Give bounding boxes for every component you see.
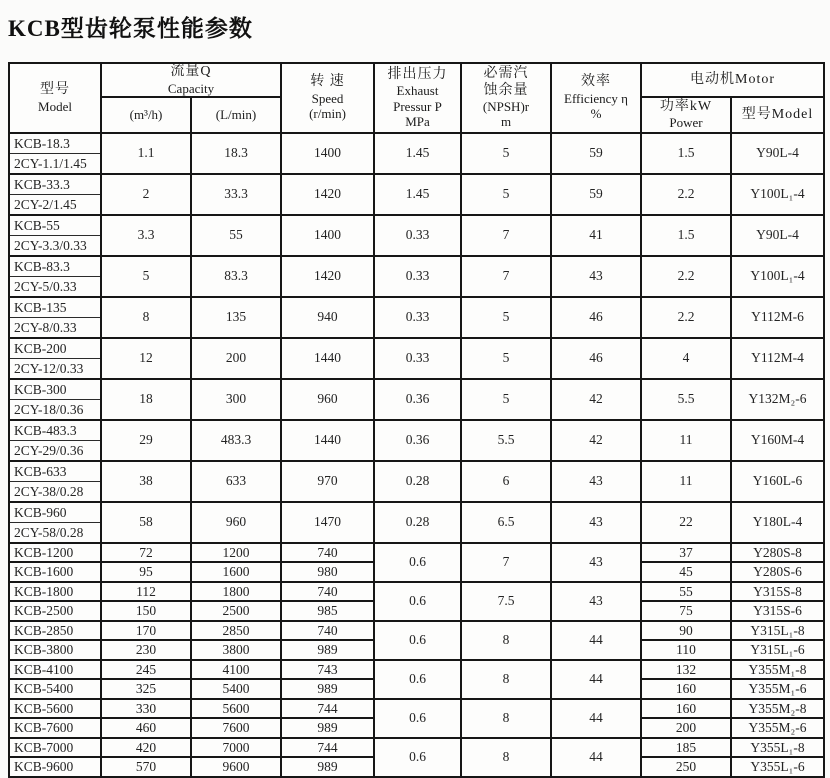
col-header-pressure-en1: Exhaust [396,83,439,99]
cell-pressure: 0.6 [374,582,461,621]
cell-speed: 960 [281,379,374,420]
cell-pressure: 0.28 [374,461,461,502]
cell-motor-power: 250 [641,757,731,777]
cell-capacity-lmin: 960 [191,502,281,543]
col-header-motor-model-label: 型号Model [741,107,814,123]
table-row [9,133,824,174]
cell-capacity-m3h: 570 [101,757,191,777]
cell-capacity-m3h: 330 [101,699,191,719]
cell-motor-power: 11 [641,420,731,461]
cell-motor-power: 75 [641,601,731,621]
cell-capacity-m3h: 29 [101,420,191,461]
cell-npsh: 8 [461,621,551,660]
cell-speed: 744 [281,738,374,758]
cell-npsh: 7 [461,215,551,256]
cell-motor-model: Y180L-4 [731,502,824,543]
cell-speed: 985 [281,601,374,621]
cell-npsh: 5 [461,133,551,174]
cell-motor-model: Y315S-6 [731,601,824,621]
cell-capacity-lmin: 1600 [191,562,281,582]
cell-npsh: 7.5 [461,582,551,621]
cell-speed: 1420 [281,174,374,215]
cell-motor-model: Y90L-4 [731,133,824,174]
cell-motor-power: 37 [641,543,731,563]
cell-efficiency: 44 [551,699,641,738]
cell-speed: 744 [281,699,374,719]
cell-capacity-m3h: 150 [101,601,191,621]
cell-capacity-m3h: 1.1 [101,133,191,174]
col-header-npsh-zh1: 必需汽 [483,66,529,82]
table-row [9,379,824,420]
cell-pressure: 0.6 [374,660,461,699]
cell-motor-model: Y315L₁-8 [731,621,824,641]
cell-speed: 740 [281,621,374,641]
cell-efficiency: 59 [551,133,641,174]
model-kcb: KCB-83.3 [10,257,100,277]
cell-speed: 743 [281,660,374,680]
cell-npsh: 5 [461,297,551,338]
cell-motor-power: 22 [641,502,731,543]
cell-capacity-lmin: 2850 [191,621,281,641]
cell-speed: 1440 [281,420,374,461]
cell-pressure: 0.6 [374,738,461,777]
table-body [9,133,824,777]
cell-model [9,256,101,297]
model-kcb: KCB-200 [10,339,100,359]
table-row [9,461,824,502]
cell-motor-model: Y355L₁-8 [731,738,824,758]
cell-efficiency: 46 [551,297,641,338]
cell-capacity-m3h: 58 [101,502,191,543]
cell-motor-model: Y280S-6 [731,562,824,582]
cell-efficiency: 43 [551,543,641,582]
cell-capacity-lmin: 300 [191,379,281,420]
cell-capacity-m3h: 460 [101,718,191,738]
cell-pressure: 0.28 [374,502,461,543]
cell-motor-power: 200 [641,718,731,738]
col-header-lmin [191,97,281,133]
cell-motor-power: 2.2 [641,297,731,338]
col-header-npsh-en: (NPSH)r [482,99,530,115]
cell-capacity-lmin: 7600 [191,718,281,738]
table-row [9,543,824,563]
cell-efficiency: 46 [551,338,641,379]
model-kcb: KCB-633 [10,462,100,482]
col-header-pressure-unit: MPa [405,113,430,129]
table-row [9,660,824,680]
cell-capacity-lmin: 7000 [191,738,281,758]
cell-pressure: 0.6 [374,543,461,582]
cell-motor-power: 5.5 [641,379,731,420]
col-header-motor-label: 电动机Motor [690,72,775,88]
model-2cy: 2CY-3.3/0.33 [14,237,87,253]
cell-efficiency: 43 [551,461,641,502]
cell-model: KCB-9600 [9,757,101,777]
col-header-motor-model [731,97,824,133]
cell-efficiency: 42 [551,379,641,420]
col-header-motor-power [641,97,731,133]
cell-capacity-lmin: 9600 [191,757,281,777]
cell-capacity-m3h: 2 [101,174,191,215]
cell-efficiency: 43 [551,256,641,297]
cell-speed: 989 [281,679,374,699]
cell-model: KCB-1800 [9,582,101,602]
cell-motor-power: 132 [641,660,731,680]
cell-motor-power: 1.5 [641,133,731,174]
cell-pressure: 0.36 [374,379,461,420]
cell-motor-model: Y315S-8 [731,582,824,602]
cell-motor-power: 2.2 [641,256,731,297]
cell-motor-model: Y355M₁-8 [731,660,824,680]
cell-pressure: 0.6 [374,699,461,738]
cell-motor-power: 160 [641,679,731,699]
model-2cy: 2CY-12/0.33 [14,360,84,376]
model-kcb: KCB-135 [10,298,100,318]
table-row [9,420,824,461]
table-row [9,297,824,338]
cell-model [9,215,101,256]
model-2cy: 2CY-18/0.36 [14,401,84,417]
cell-efficiency: 43 [551,502,641,543]
cell-motor-model: Y355M₂-6 [731,718,824,738]
cell-motor-model: Y90L-4 [731,215,824,256]
cell-speed: 1400 [281,133,374,174]
cell-npsh: 5.5 [461,420,551,461]
col-header-pressure-zh: 排出压力 [387,66,448,82]
col-header-motor [641,63,824,97]
cell-npsh: 8 [461,660,551,699]
col-header-efficiency-zh: 效率 [581,74,611,90]
cell-efficiency: 44 [551,738,641,777]
col-header-efficiency [551,63,641,133]
cell-npsh: 5 [461,338,551,379]
col-header-pressure-en2: Pressur P [393,98,442,114]
model-kcb: KCB-483.3 [10,421,100,441]
col-header-capacity [101,63,281,97]
cell-pressure: 1.45 [374,174,461,215]
cell-capacity-lmin: 1800 [191,582,281,602]
cell-motor-power: 45 [641,562,731,582]
model-2cy: 2CY-2/1.45 [14,196,77,212]
cell-motor-power: 11 [641,461,731,502]
cell-capacity-lmin: 2500 [191,601,281,621]
model-2cy: 2CY-38/0.28 [14,483,84,499]
cell-pressure: 0.33 [374,297,461,338]
col-header-npsh [461,63,551,133]
cell-npsh: 5 [461,174,551,215]
model-2cy: 2CY-29/0.36 [14,442,84,458]
model-kcb: KCB-300 [10,380,100,400]
model-kcb: KCB-33.3 [10,175,100,195]
cell-capacity-lmin: 18.3 [191,133,281,174]
cell-npsh: 6.5 [461,502,551,543]
cell-capacity-m3h: 12 [101,338,191,379]
cell-pressure: 0.36 [374,420,461,461]
table-row [9,621,824,641]
col-header-npsh-unit: m [500,114,512,130]
cell-motor-model: Y315L₁-6 [731,640,824,660]
cell-motor-model: Y100L₁-4 [731,174,824,215]
model-2cy: 2CY-1.1/1.45 [14,155,87,171]
cell-motor-power: 4 [641,338,731,379]
cell-model [9,338,101,379]
model-kcb: KCB-18.3 [10,134,100,154]
cell-motor-power: 185 [641,738,731,758]
cell-capacity-lmin: 55 [191,215,281,256]
col-header-model-en: Model [38,98,72,114]
cell-capacity-lmin: 483.3 [191,420,281,461]
cell-model: KCB-5600 [9,699,101,719]
cell-npsh: 8 [461,738,551,777]
cell-speed: 940 [281,297,374,338]
cell-capacity-lmin: 33.3 [191,174,281,215]
cell-capacity-lmin: 5600 [191,699,281,719]
cell-model: KCB-4100 [9,660,101,680]
cell-model: KCB-5400 [9,679,101,699]
col-header-motor-power-en: Power [669,115,703,131]
cell-motor-model: Y280S-8 [731,543,824,563]
model-2cy: 2CY-5/0.33 [14,278,77,294]
cell-capacity-lmin: 200 [191,338,281,379]
table-row [9,256,824,297]
cell-capacity-m3h: 420 [101,738,191,758]
cell-model [9,379,101,420]
col-header-pressure [374,63,461,133]
cell-speed: 1400 [281,215,374,256]
cell-pressure: 0.33 [374,338,461,379]
table-row [9,738,824,758]
cell-motor-model: Y355M₁-6 [731,679,824,699]
cell-capacity-m3h: 3.3 [101,215,191,256]
cell-model: KCB-7600 [9,718,101,738]
cell-pressure: 1.45 [374,133,461,174]
cell-capacity-m3h: 5 [101,256,191,297]
cell-motor-model: Y160L-6 [731,461,824,502]
table-row [9,502,824,543]
cell-motor-model: Y132M₂-6 [731,379,824,420]
cell-model: KCB-2500 [9,601,101,621]
cell-motor-model: Y160M-4 [731,420,824,461]
cell-capacity-m3h: 95 [101,562,191,582]
table-row [9,174,824,215]
col-header-speed-unit: (r/min) [309,106,346,122]
col-header-capacity-en: Capacity [167,80,215,96]
cell-speed: 970 [281,461,374,502]
cell-efficiency: 41 [551,215,641,256]
cell-speed: 740 [281,582,374,602]
col-header-m3h [101,97,191,133]
cell-speed: 980 [281,562,374,582]
cell-npsh: 7 [461,256,551,297]
cell-speed: 1470 [281,502,374,543]
cell-motor-power: 2.2 [641,174,731,215]
cell-motor-model: Y112M-6 [731,297,824,338]
cell-speed: 1420 [281,256,374,297]
cell-capacity-m3h: 325 [101,679,191,699]
pump-performance-table [8,62,825,778]
col-header-motor-power-zh: 功率kW [659,98,713,114]
cell-capacity-m3h: 230 [101,640,191,660]
table-row [9,582,824,602]
col-header-model-zh: 型号 [40,82,70,97]
cell-speed: 989 [281,757,374,777]
cell-efficiency: 44 [551,621,641,660]
cell-motor-power: 55 [641,582,731,602]
col-header-efficiency-en: Efficiency η [564,90,628,106]
cell-efficiency: 59 [551,174,641,215]
cell-speed: 1440 [281,338,374,379]
table-row [9,338,824,379]
cell-model: KCB-2850 [9,621,101,641]
model-kcb: KCB-55 [10,216,100,236]
col-header-speed [281,63,374,133]
cell-speed: 989 [281,718,374,738]
cell-motor-power: 110 [641,640,731,660]
cell-pressure: 0.6 [374,621,461,660]
cell-capacity-m3h: 8 [101,297,191,338]
cell-npsh: 5 [461,379,551,420]
model-kcb: KCB-960 [10,503,100,523]
cell-pressure: 0.33 [374,215,461,256]
cell-npsh: 6 [461,461,551,502]
table-row [9,215,824,256]
cell-capacity-lmin: 4100 [191,660,281,680]
col-header-capacity-zh: 流量Q [170,64,212,79]
cell-capacity-m3h: 72 [101,543,191,563]
cell-capacity-lmin: 5400 [191,679,281,699]
cell-npsh: 8 [461,699,551,738]
cell-motor-power: 160 [641,699,731,719]
cell-capacity-lmin: 135 [191,297,281,338]
cell-model [9,174,101,215]
cell-model: KCB-3800 [9,640,101,660]
cell-motor-power: 90 [641,621,731,641]
cell-capacity-lmin: 1200 [191,543,281,563]
cell-capacity-m3h: 170 [101,621,191,641]
col-header-lmin-label: (L/min) [215,106,257,122]
col-header-efficiency-unit: % [590,106,602,122]
col-header-npsh-zh2: 蚀余量 [483,82,529,98]
cell-speed: 740 [281,543,374,563]
cell-capacity-m3h: 112 [101,582,191,602]
cell-capacity-m3h: 18 [101,379,191,420]
cell-model [9,502,101,543]
cell-model [9,297,101,338]
cell-capacity-m3h: 38 [101,461,191,502]
cell-model: KCB-1600 [9,562,101,582]
cell-motor-model: Y112M-4 [731,338,824,379]
col-header-speed-en: Speed [311,90,344,106]
cell-capacity-m3h: 245 [101,660,191,680]
cell-motor-model: Y100L₁-4 [731,256,824,297]
cell-efficiency: 43 [551,582,641,621]
cell-capacity-lmin: 3800 [191,640,281,660]
col-header-model [9,63,101,133]
model-2cy: 2CY-8/0.33 [14,319,77,335]
cell-npsh: 7 [461,543,551,582]
cell-efficiency: 42 [551,420,641,461]
cell-model [9,420,101,461]
cell-model: KCB-7000 [9,738,101,758]
cell-speed: 989 [281,640,374,660]
cell-motor-power: 1.5 [641,215,731,256]
cell-model: KCB-1200 [9,543,101,563]
cell-motor-model: Y355M₂-8 [731,699,824,719]
table-row [9,699,824,719]
cell-capacity-lmin: 83.3 [191,256,281,297]
cell-motor-model: Y355L₁-6 [731,757,824,777]
cell-pressure: 0.33 [374,256,461,297]
col-header-m3h-label: (m³/h) [129,106,163,122]
cell-capacity-lmin: 633 [191,461,281,502]
page-title: KCB型齿轮泵性能参数 [8,16,253,41]
cell-model [9,461,101,502]
cell-model [9,133,101,174]
col-header-speed-zh: 转 速 [310,74,345,90]
model-2cy: 2CY-58/0.28 [14,524,84,540]
cell-efficiency: 44 [551,660,641,699]
